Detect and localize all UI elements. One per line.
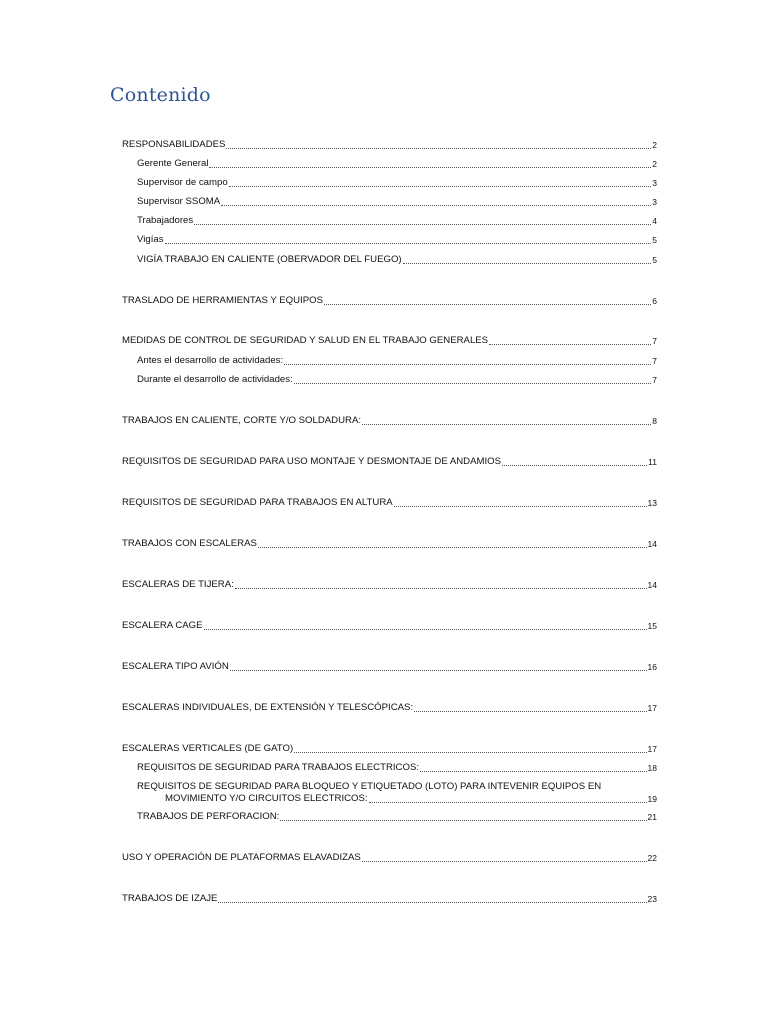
dot-leader (209, 167, 651, 168)
toc-entry[interactable] (122, 415, 657, 427)
dot-leader (284, 364, 651, 365)
toc-entry[interactable] (137, 196, 657, 208)
dot-leader (362, 861, 647, 862)
toc-entry-page: 3 (652, 197, 657, 207)
toc-entry-page: 6 (652, 296, 657, 306)
toc-entry-page: 5 (652, 235, 657, 245)
toc-entry[interactable] (122, 743, 657, 755)
dot-leader (218, 902, 646, 903)
toc-entry-label: Vigías (137, 234, 164, 245)
toc-entry-label: ESCALERAS VERTICALES (DE GATO) (122, 743, 294, 754)
dot-leader (414, 711, 646, 712)
dot-leader (229, 186, 652, 187)
toc-entry[interactable] (122, 893, 657, 905)
dot-leader (403, 263, 652, 264)
toc-entry[interactable] (137, 158, 657, 170)
dot-leader (294, 383, 652, 384)
dot-leader (489, 344, 651, 345)
toc-entry-page: 21 (647, 812, 657, 822)
toc-entry[interactable] (122, 335, 657, 347)
toc-entry-page: 2 (652, 140, 657, 150)
toc-entry-label: Supervisor SSOMA (137, 196, 221, 207)
toc-entry[interactable] (165, 793, 657, 805)
dot-leader (420, 771, 647, 772)
dot-leader (194, 224, 651, 225)
toc-entry-label: ESCALERAS INDIVIDUALES, DE EXTENSIÓN Y TELESCÓPICAS: (122, 702, 414, 713)
toc-entry-page: 23 (647, 894, 657, 904)
toc-entry-label: Antes el desarrollo de actividades: (137, 355, 284, 366)
toc-title: Contenido (110, 84, 211, 106)
dot-leader (165, 243, 652, 244)
toc-entry[interactable] (122, 538, 657, 550)
toc-entry-label: REQUISITOS DE SEGURIDAD PARA TRABAJOS EN ALTURA (122, 497, 393, 508)
toc-entry-label: Durante el desarrollo de actividades: (137, 374, 293, 385)
toc-entry-page: 18 (647, 763, 657, 773)
toc-entry-page: 19 (647, 794, 657, 804)
toc-entry-page: 16 (647, 662, 657, 672)
toc-entry[interactable] (122, 295, 657, 307)
toc-entry[interactable] (122, 579, 657, 591)
toc-entry-page: 11 (648, 457, 657, 467)
dot-leader (235, 588, 647, 589)
dot-leader (369, 802, 647, 803)
toc-entry-label: VIGÍA TRABAJO EN CALIENTE (OBERVADOR DEL FUEGO) (137, 254, 402, 265)
toc-entry-label: RESPONSABILIDADES (122, 139, 226, 150)
toc-entry-label: MOVIMIENTO Y/O CIRCUITOS ELECTRICOS: (165, 793, 368, 804)
dot-leader (394, 506, 647, 507)
dot-leader (230, 670, 647, 671)
toc-entry-label: MEDIDAS DE CONTROL DE SEGURIDAD Y SALUD EN EL TRABAJO GENERALES (122, 335, 489, 346)
dot-leader (362, 424, 651, 425)
toc-entry-page: 17 (647, 744, 657, 754)
toc-entry[interactable] (137, 234, 657, 246)
toc-entry-label: ESCALERA TIPO AVIÓN (122, 661, 229, 672)
toc-entry-page: 17 (647, 703, 657, 713)
toc-entry-label: USO Y OPERACIÓN DE PLATAFORMAS ELAVADIZAS (122, 852, 361, 863)
toc-entry-label: TRABAJOS CON ESCALERAS (122, 538, 257, 549)
toc-entry-label: TRABAJOS DE IZAJE (122, 893, 218, 904)
toc-entry[interactable] (122, 852, 657, 864)
dot-leader (502, 465, 647, 466)
toc-entry-page: 8 (652, 416, 657, 426)
toc-entry-label: Supervisor de campo (137, 177, 228, 188)
dot-leader (294, 752, 646, 753)
toc-entry-page: 22 (647, 853, 657, 863)
toc-entry[interactable] (122, 702, 657, 714)
toc-entry-page: 4 (652, 216, 657, 226)
toc-entry[interactable] (122, 620, 657, 632)
toc-entry[interactable] (137, 811, 657, 823)
toc-entry-page: 2 (652, 159, 657, 169)
toc-entry-label: TRABAJOS DE PERFORACION: (137, 811, 280, 822)
toc-entry[interactable] (137, 355, 657, 367)
dot-leader (258, 547, 647, 548)
dot-leader (226, 148, 651, 149)
toc-entry-page: 15 (647, 621, 657, 631)
dot-leader (204, 629, 647, 630)
toc-entry-page: 7 (652, 375, 657, 385)
toc-entry-page: 13 (647, 498, 657, 508)
toc-entry[interactable] (137, 215, 657, 227)
toc-entry-label: ESCALERA CAGE (122, 620, 203, 631)
toc-entry-page: 14 (647, 539, 657, 549)
toc-entry-label: ESCALERAS DE TIJERA: (122, 579, 234, 590)
toc-entry[interactable] (137, 254, 657, 266)
toc-entry[interactable] (122, 456, 657, 468)
toc-entry-page: 7 (652, 336, 657, 346)
toc-entry-label: TRABAJOS EN CALIENTE, CORTE Y/O SOLDADURA: (122, 415, 362, 426)
toc-entry-label: TRASLADO DE HERRAMIENTAS Y EQUIPOS (122, 295, 323, 306)
dot-leader (221, 205, 651, 206)
toc-entry-label: REQUISITOS DE SEGURIDAD PARA USO MONTAJE Y DESMONTAJE DE ANDAMIOS (122, 456, 502, 467)
toc-entry[interactable] (137, 177, 657, 189)
toc-entry-page: 7 (652, 356, 657, 366)
toc-entry[interactable] (137, 374, 657, 386)
toc-entry-page: 5 (652, 255, 657, 265)
toc-entry-label-line1[interactable]: REQUISITOS DE SEGURIDAD PARA BLOQUEO Y ETIQUETADO (LOTO) PARA INTEVENIR EQUIPOS EN (137, 781, 602, 792)
toc-entry[interactable] (122, 497, 657, 509)
toc-entry[interactable] (122, 661, 657, 673)
toc-entry-label: Trabajadores (137, 215, 194, 226)
toc-entry[interactable] (122, 139, 657, 151)
toc-entry-label: Gerente General (137, 158, 209, 169)
toc-entry[interactable] (137, 762, 657, 774)
toc-entry-page: 3 (652, 178, 657, 188)
dot-leader (324, 304, 651, 305)
toc-entry-label: REQUISITOS DE SEGURIDAD PARA TRABAJOS ELECTRICOS: (137, 762, 420, 773)
dot-leader (280, 820, 646, 821)
toc-entry-page: 14 (647, 580, 657, 590)
